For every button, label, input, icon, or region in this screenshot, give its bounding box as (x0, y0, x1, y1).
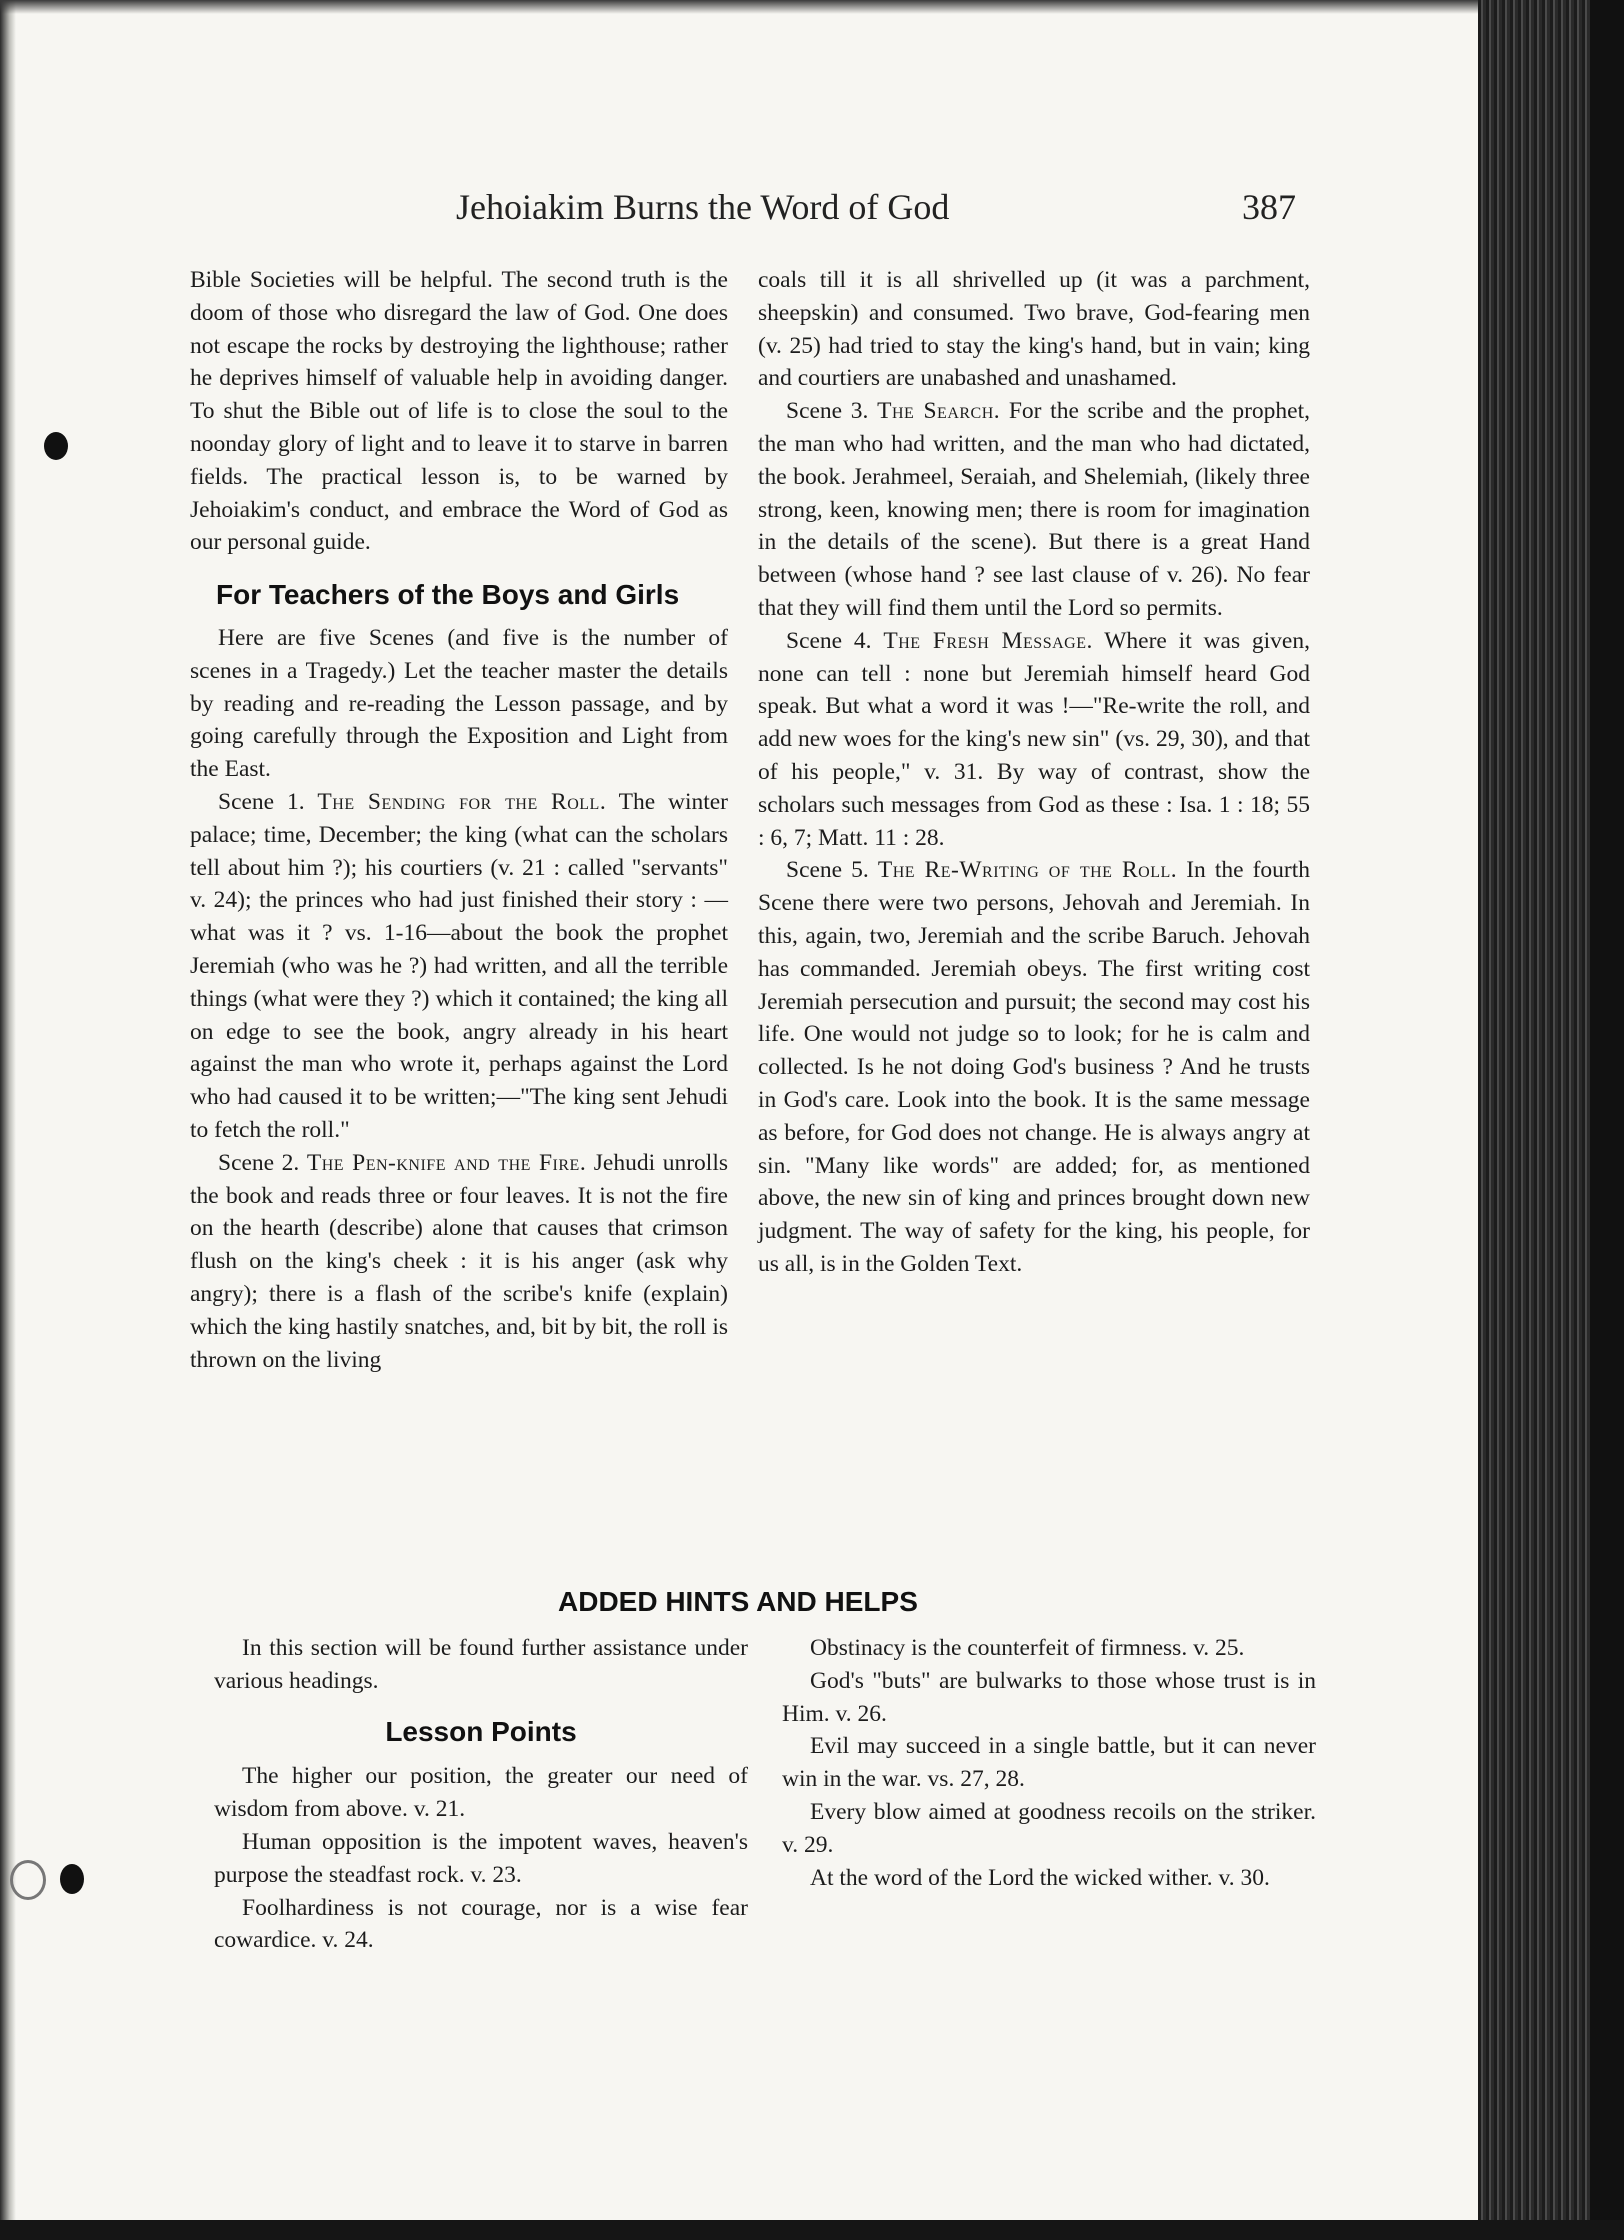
scene-5-label: Scene 5. (786, 857, 869, 884)
scene-4-paragraph (758, 625, 1310, 855)
scene-5-text: In the fourth Scene there were two persons, Jehovah and Jeremiah. In this, again, two, Jeremiah and the scribe Baruch. Jehovah has commanded. Jeremiah obeys. The first writing cost Jeremiah persecution and pursuit; the second may cost his life. One would not judge so to look; for he is calm and collected. Is he not doing God's business ? And he trusts in God's care. Look into the book. It is the same message as before, for God does not change. He is always angry at sin. "Many like words" are added; for, as mentioned above, the new sin of king and princes brought down new judgment. The way of safety for the king, his people, for us all, is in the Golden Text. (758, 857, 1311, 1277)
continuation-paragraph: coals till it is all shrivelled up (it was a parchment, sheepskin) and consumed. Two brave, God-fearing men (v. 25) had tried to stay the king's hand, but in vain; king and courtiers are unabashed and unashamed. (758, 267, 1310, 392)
scene-1-title: The Sending for the Roll. (317, 788, 607, 815)
binding-hole-ring (10, 1860, 46, 1900)
lesson-point: Human opposition is the impotent waves, heaven's purpose the steadfast rock. v. 23. (214, 1828, 748, 1888)
scene-4-label: Scene 4. (786, 627, 872, 654)
lesson-point: At the word of the Lord the wicked wither. v. 30. (810, 1864, 1270, 1891)
scene-1-label: Scene 1. (218, 788, 305, 815)
page-title: Jehoiakim Burns the Word of God (456, 187, 950, 227)
scene-4-text: Where it was given, none can tell : none but Jeremiah himself heard God speak. But what a word it was !—"Re-write the roll, and add new woes for the king's new sin" (vs. 29, 30), and that of his people," v. 31. By way of contrast, show the scholars such messages from God as these : Isa. 1 : 18; 55 : 6, 7; Matt. 11 : 28. (758, 627, 1310, 851)
scene-4-title: The Fresh Message. (883, 627, 1093, 654)
hints-section-title: ADDED HINTS AND HELPS (558, 1586, 918, 1617)
teachers-heading: For Teachers of the Boys and Girls (216, 579, 680, 611)
intro-paragraph: Bible Societies will be helpful. The second truth is the doom of those who disregard the law of God. One does not escape the rocks by destroying the lighthouse; rather he deprives himself of valuable help in avoiding danger. To shut the Bible out of life is to close the soul to the noonday glory of light and to leave it to starve in barren fields. The practical lesson is, to be warned by Jehoiakim's conduct, and embrace the Word of God as our personal guide. (190, 267, 728, 556)
lesson-point: Foolhardiness is not courage, nor is a wise fear cowardice. v. 24. (214, 1894, 748, 1954)
running-header (456, 186, 1296, 236)
scenes-intro-paragraph: Here are five Scenes (and five is the number of scenes in a Tragedy.) Let the teacher master the details by reading and re-reading the Lesson passage, and by going carefully through the Exposition and Light from the East. (190, 624, 728, 783)
right-column (758, 264, 1310, 1281)
page-number: 387 (1242, 187, 1296, 227)
hints-right-column (782, 1632, 1316, 1894)
lesson-point: Obstinacy is the counterfeit of firmness. v. 25. (810, 1635, 1245, 1661)
lesson-point: Evil may succeed in a single battle, but it can never win in the war. vs. 27, 28. (782, 1733, 1316, 1793)
lesson-points-heading: Lesson Points (385, 1715, 577, 1747)
scene-3-title: The Search. (877, 398, 1001, 425)
scene-2-paragraph (190, 1147, 728, 1377)
lesson-point: God's "buts" are bulwarks to those whose trust is in Him. v. 26. (782, 1667, 1316, 1727)
hints-intro: In this section will be found further assistance under various headings. (214, 1635, 748, 1694)
scene-5-paragraph (758, 854, 1310, 1280)
left-column (190, 264, 728, 1376)
hints-left-column (214, 1632, 748, 1957)
top-edge-shadow (0, 0, 1496, 14)
scene-3-label: Scene 3. (786, 398, 869, 425)
scene-1-text: The winter palace; time, December; the king (what can the scholars tell about him ?); his courtiers (v. 21 : called "servants" v. 24); the princes who had just finished their story : —what was it ? vs. 1-16—about the book the prophet Jeremiah (who was he ?) had written, and all the terrible things (what were they ?) which it contained; the king all on edge to see the book, angry already in his heart against the man who wrote it, perhaps against the Lord who had caused it to be written;—"The king sent Jehudi to fetch the roll." (190, 788, 729, 1143)
scene-5-title: The Re-Writing of the Roll. (877, 857, 1178, 884)
scene-3-text: For the scribe and the prophet, the man who had written, and the man who had dictated, the book. Jerahmeel, Seraiah, and Shelemiah, (likely three strong, keen, knowing men; there is room for imagination in the details of the scene). But there is a great Hand between (whose hand ? see last clause of v. 26). No fear that they will find them until the Lord so permits. (758, 398, 1311, 621)
lesson-point: Every blow aimed at goodness recoils on the striker. v. 29. (782, 1798, 1316, 1858)
binding-hole-top (44, 432, 68, 460)
bottom-edge (0, 2220, 1624, 2240)
book-edge-shadow (1590, 0, 1624, 2240)
scene-2-title: The Pen-knife and the Fire. (306, 1149, 587, 1176)
scene-2-label: Scene 2. (218, 1149, 300, 1176)
scene-2-text: Jehudi unrolls the book and reads three or four leaves. It is not the fire on the hearth (describe) alone that causes that crimson flush on the king's cheek : it is his anger (ask why angry); there is a flash of the scribe's knife (explain) which the king hastily snatches, and, bit by bit, the roll is thrown on the living (190, 1149, 728, 1373)
scene-3-paragraph (758, 395, 1310, 625)
lesson-point: The higher our position, the greater our need of wisdom from above. v. 21. (214, 1763, 748, 1823)
binding-hole-bottom (60, 1864, 84, 1894)
scene-1-paragraph (190, 786, 728, 1147)
